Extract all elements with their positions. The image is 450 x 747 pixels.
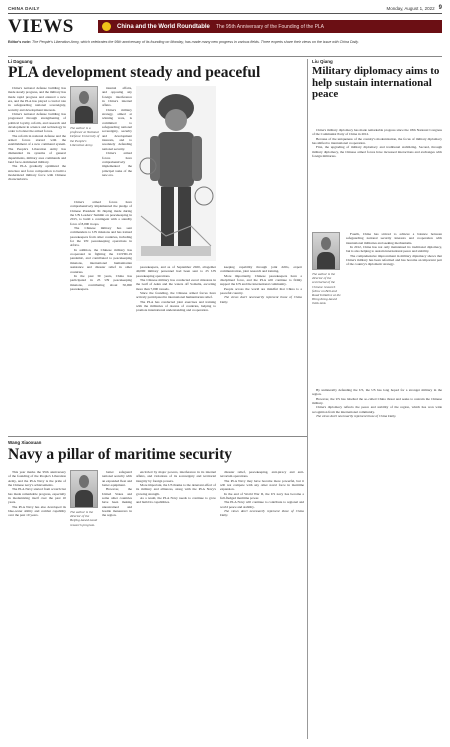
article3-col1 <box>312 128 442 228</box>
article3-paragraph: First, the upgrading of military diplomacy and traditional stabilizing. Second, through military diplomacy, the Chinese armed forces have increased interactions and exchanges with foreign militaries. <box>312 145 442 159</box>
article3-paragraph: China's diplomacy reflects the peace and stability of the region, which has won wide recognition from the international community. <box>312 405 442 414</box>
article1-paragraph: More importantly, Chinese peacekeepers have a disciplined force, and the PLA will continue to firmly support the UN and the international community. <box>220 273 302 287</box>
article1-col1 <box>8 86 66 431</box>
article1-paragraph: In addition, the Chinese military has cooperated in fighting the COVID-19 pandemic, and contributed to peacekeeping missions, international humanitarian assistance and disaster relief in other countries. <box>70 247 132 274</box>
editor-note-text: The People's Liberation Army, which celebrates the 95th anniversary of its founding on Monday, has made many new progress in various fields. Three experts share their views on the issue with China Daily. <box>32 40 359 44</box>
article3-disclaimer: The views don't necessarily represent those of China Daily. <box>316 414 397 419</box>
newspaper-logo: CHINA DAILY <box>8 5 40 11</box>
article1-headline: PLA development steady and peaceful <box>8 64 261 81</box>
article3-paragraph: In 2012, China has not only maintained its traditional diplomacy, but is also helping to sustain international peace and stability. <box>346 245 442 254</box>
article1-paragraph: internal affairs, and opposing any foreign interference in China's internal affairs. <box>102 86 132 108</box>
soldier-illustration <box>136 86 216 261</box>
article1-paragraph: The reform in national defense and the armed forces started with the establishment of a new command system. The People's Liberation Army has dismantled its systems of general departments, military area commands and land force-dominated military. <box>8 133 66 164</box>
article2-paragraph: As a result, the PLA Navy needs to continue to grow and build its capabilities. <box>136 496 216 505</box>
article1-paragraph: The PLA gradually optimized the structure and force composition to build a modernized military force with Chinese characteristics. <box>8 164 66 182</box>
article1-paragraph: The PLA has conducted joint exercises and training with the militaries of dozens of countries, helping to promote international understanding and cooperation. <box>136 299 216 313</box>
top-bar-left <box>8 6 40 11</box>
article2-paragraph: better safeguard national security with an expanded fleet and better equipment. <box>102 470 132 488</box>
article1-paragraph: China's armed forces have comprehensively implemented the principal tasks of the new era. <box>102 151 132 177</box>
article1-col3 <box>70 200 132 430</box>
author-photo-wang-xiaoxuan <box>70 470 98 508</box>
article1-paragraph: China's military strategy, aimed at winning wars, is committed to safeguarding national sovereignty, security and development interests, and to resolutely defending national security. <box>102 107 132 151</box>
top-rule <box>8 13 442 14</box>
article1-paragraph: People across the world are mindful that China is a peaceful country. <box>220 286 302 296</box>
article1-paragraph: China's national defense building has progressed through strengthening of political loyalty, reform, and research and development in science and technology in order to bolster the armed forces. <box>8 112 66 134</box>
article1-paragraph: The Chinese military has conducted escort missions in the Gulf of Aden and the waters off Somalia, escorting more than 7,000 vessels. <box>136 278 216 291</box>
article2-disclaimer: The views don't necessarily represent those of China Daily. <box>220 509 304 518</box>
article3-col3 <box>312 388 442 728</box>
article2-headline: Navy a pillar of maritime security <box>8 446 232 463</box>
top-bar <box>8 3 442 13</box>
article2-byline: Wang Xiaoxuan <box>8 440 42 445</box>
article1-paragraph: In the past 30 years, China has participated in 25 UN peacekeeping missions, contributing about 50,000 peacekeepers. <box>70 273 132 291</box>
article3-paragraph: China's military diplomacy has made remarkable progress since the 18th National Congress of the Communist Party of China in 2012. <box>312 128 442 137</box>
roundtable-banner <box>98 20 442 33</box>
article2-paragraph: More important, the US thanks to the deterrent effect of its military and alliances, along with the PLA Navy's growing strength. <box>136 483 216 496</box>
article3-paragraph: The comprehensive improvement in military diplomacy shows that China's military has been reformed and has become an important part of the country's diplomatic strategy. <box>346 253 442 267</box>
roundtable-logo-icon <box>102 22 111 31</box>
article2-col2 <box>102 470 132 738</box>
issue-date: Monday, August 1, 2022 <box>386 5 435 11</box>
article1-col4 <box>136 265 216 430</box>
article3-paragraph: Because of the uniqueness of the country's modernization, the focus of military diplomacy has shifted to international cooperation. <box>312 136 442 146</box>
article1-paragraph: Since the founding, the Chinese armed forces have actively participated in international humanitarian relief. <box>136 291 216 300</box>
editor-note <box>8 40 442 45</box>
article1-paragraph: China's national defense building has made steady progress, and the military has made rapid progress and entered a new era, and the PLA has played a crucial role in safeguarding national sovereignty, security and development interests. <box>8 86 66 112</box>
article2-paragraph: The PLA Navy started from scratch but has made remarkable progress, especially in modernizing itself over the past 10 years. <box>8 487 66 505</box>
article3-byline: Liu Qiang <box>312 59 333 64</box>
article1-disclaimer: The views don't necessarily represent those of China Daily. <box>220 295 302 304</box>
article2-paragraph: The PLA Navy may have become more powerful, but it will not compete with any other naval force in maritime expansion. <box>220 478 304 492</box>
article2-paragraph: However, the United States and some other countries have been making unrestrained and hostile maneuvers in the region. <box>102 487 132 518</box>
page-number: 9 <box>438 5 442 11</box>
article3-headline: Military diplomacy aims to help sustain international peace <box>312 65 440 101</box>
article2-paragraph: This year marks the 95th anniversary of the founding of the People's Liberation Army, and the PLA Navy is the pride of the Chinese navy's achievements. <box>8 470 66 488</box>
author-photo-liu-qiang <box>312 232 340 270</box>
divider <box>8 436 307 437</box>
roundtable-title: China and the World Roundtable <box>117 23 210 30</box>
divider <box>8 56 442 57</box>
article3-paragraph: However, the US has labelled the so-called China threat and seeks to restrain the Chinese military. <box>312 396 442 406</box>
top-bar-right <box>386 5 442 11</box>
article2-col4 <box>220 470 304 738</box>
article2-col3 <box>136 470 216 738</box>
article2-paragraph: The PLA Navy will continue to contribute to regional and world peace and stability. <box>220 500 304 509</box>
article3-paragraph: Fourth, China has strived to achieve a balance between safeguarding national security interests and cooperation with international militaries and seeking mechanisms. <box>346 232 442 245</box>
article2-paragraph: The PLA Navy has also developed its blue-water ability and combat capability over the past 10 years. <box>8 504 66 518</box>
author-photo-li-daguang <box>70 86 98 124</box>
article2-paragraph: disaster relief, peacekeeping, anti-piracy and anti-terrorism operations. <box>220 470 304 479</box>
article2-paragraph: In the end of World War II, the US navy has become a full-fledged maritime power. <box>220 491 304 501</box>
section-title: VIEWS <box>8 16 74 37</box>
article3-col2 <box>346 232 442 382</box>
column-divider <box>307 59 308 739</box>
article1-author-caption: The author is a professor at National Defense University of the People's Liberation Army. <box>70 126 100 147</box>
article2-paragraph: encircled by major powers, interference in its internal affairs, and violations of its sovereignty and territorial integrity by foreign powers. <box>136 470 216 483</box>
article1-byline: Li Daguang <box>8 59 33 64</box>
article1-paragraph: keeping capability through joint drills, expert communication, joint research and training. <box>220 265 302 274</box>
article1-col5 <box>220 265 302 415</box>
article1-col2 <box>102 86 132 196</box>
article1-paragraph: China's armed forces have comprehensively implemented the pledge of Chinese President Xi Jinping made during the UN Leaders' Summit on peacekeeping in 2015, to build a contingent with a standby force of 8,000 troops. <box>70 200 132 226</box>
article3-author-caption: The author is the director of the secretariat of the Chinese research fellow on Belt and Road Initiative at the Hong Kong-based think tank. <box>312 272 341 306</box>
article2-author-caption: The author is the director of the Beijing-based naval research program. <box>70 510 98 527</box>
article3-paragraph: By unilaterally defending the US, the US has long hoped for a stronger military in the region. <box>312 388 442 397</box>
article1-paragraph: peacekeepers, and as of September 2020, altogether 40,000 military personnel had been sent to 25 UN peacekeeping operations. <box>136 265 216 278</box>
section-masthead <box>8 15 442 37</box>
roundtable-subtitle: The 95th Anniversary of the Founding of the PLA <box>215 23 325 30</box>
editor-note-lead: Editor's note: <box>8 40 32 44</box>
article2-col1 <box>8 470 66 738</box>
article1-paragraph: The Chinese military has sent commanders to UN missions and has trained peacekeepers from other countries, including for the UN peacekeeping operations in Africa. <box>70 226 132 248</box>
